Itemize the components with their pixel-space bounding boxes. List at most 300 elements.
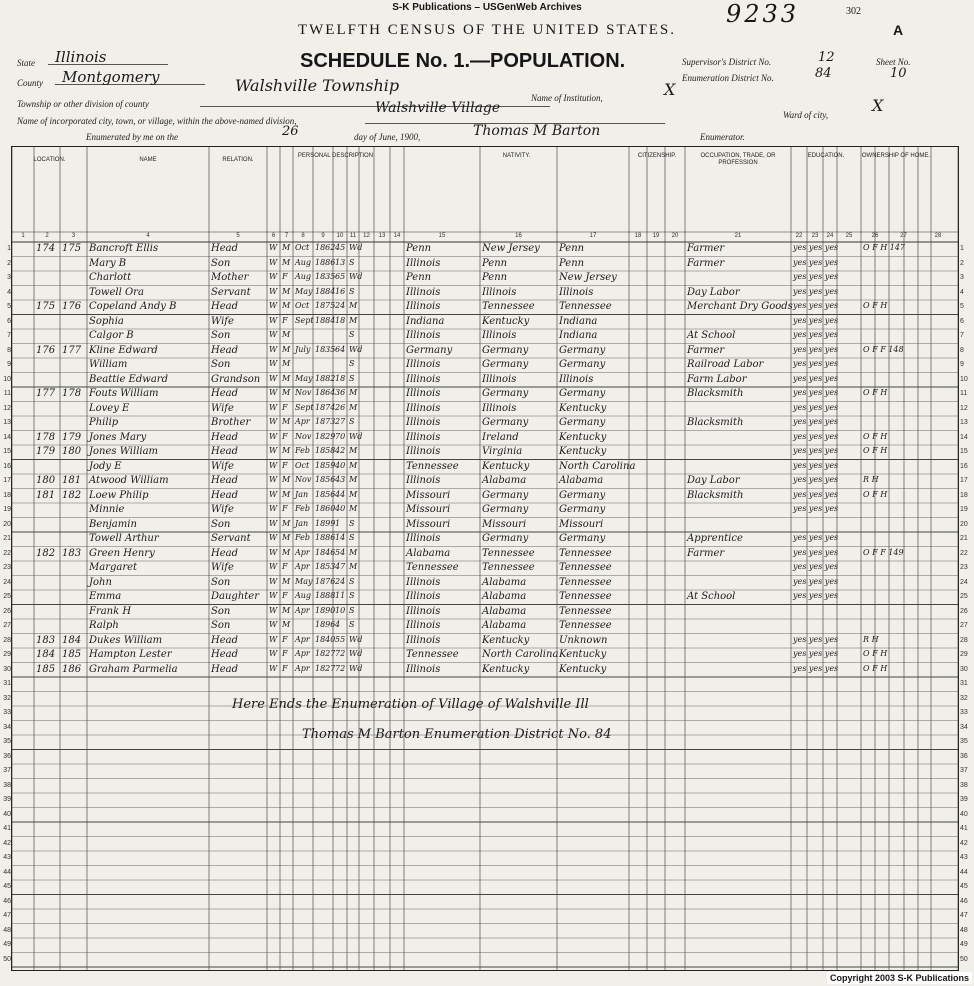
cell-age: 40	[335, 460, 346, 470]
cell-home: R H	[863, 634, 879, 644]
cell-month: Apr	[295, 605, 310, 615]
cell-color: W	[269, 431, 278, 441]
cell-relation: Head	[211, 344, 239, 356]
line-number-right: 50	[960, 955, 968, 963]
cell-year: 1875	[315, 301, 336, 310]
cell-month: Jan	[295, 489, 309, 499]
cell-name: Dukes William	[89, 634, 163, 646]
cell-sex: M	[282, 330, 291, 339]
table-row	[7, 344, 964, 359]
cell-color: W	[269, 591, 278, 600]
cell-age: 16	[335, 286, 346, 296]
table-row	[7, 315, 964, 330]
table-row	[3, 605, 968, 620]
cell-color: W	[269, 373, 278, 383]
cell-dwelling: 182	[36, 547, 56, 559]
cell-color: W	[269, 344, 278, 354]
cell-year: 1856	[315, 489, 336, 499]
table-row	[3, 547, 968, 562]
cell-mother: Penn	[559, 257, 585, 269]
cell-sex: M	[282, 373, 291, 383]
cell-birth: Penn	[406, 272, 432, 283]
group-occupation: OCCUPATION, TRADE, OR PROFESSION	[700, 153, 776, 166]
cell-relation: Head	[211, 301, 239, 312]
line-number-right: 11	[960, 390, 968, 397]
cell-color: W	[269, 286, 278, 296]
cell-sex: M	[282, 243, 291, 252]
cell-color: W	[269, 620, 278, 629]
cell-color: W	[269, 257, 278, 267]
cell-marital: S	[349, 533, 355, 542]
cell-year: 1873	[315, 417, 336, 426]
table-row	[3, 460, 968, 475]
cell-father: Germany	[482, 388, 529, 399]
cell-sex: F	[282, 460, 288, 470]
column-number: 9	[321, 233, 325, 239]
cell-name: Loew Philip	[89, 489, 149, 501]
cell-month: Oct	[295, 243, 310, 252]
cell-relation: Head	[211, 489, 239, 501]
cell-mother: Germany	[559, 533, 606, 544]
cell-dwelling: 174	[36, 243, 56, 254]
line-number: 8	[7, 346, 11, 354]
table-row	[3, 663, 968, 678]
cell-sex: M	[282, 620, 291, 629]
copyright-notice: Copyright 2003 S-K Publications	[827, 972, 972, 984]
cell-occupation: Blacksmith	[687, 489, 744, 501]
cell-occupation: Merchant Dry Goods	[687, 301, 793, 312]
cell-relation: Daughter	[211, 591, 259, 602]
cell-father: Tennessee	[482, 301, 535, 312]
cell-father: Ireland	[482, 431, 519, 443]
cell-name: Jones Mary	[89, 431, 147, 443]
line-number: 48	[3, 926, 11, 934]
cell-marital: M	[349, 475, 358, 484]
cell-edu: yes yes yes	[793, 373, 839, 383]
column-number: 18	[634, 233, 642, 239]
table-row	[7, 300, 964, 315]
line-number-right: 26	[960, 607, 968, 615]
cell-year: 1886	[315, 533, 336, 542]
cell-age: 27	[335, 417, 346, 426]
cell-relation: Grandson	[211, 373, 261, 385]
cell-mother: Tennessee	[559, 547, 612, 559]
cell-month: Apr	[295, 634, 310, 644]
cell-father: Alabama	[482, 475, 527, 486]
cell-month: Oct	[295, 301, 310, 310]
cell-dwelling: 178	[36, 431, 56, 443]
cell-color: W	[269, 359, 278, 368]
table-row	[3, 561, 968, 576]
cell-relation: Son	[211, 257, 231, 269]
cell-relation: Wife	[211, 460, 234, 472]
cell-edu: yes yes yes	[793, 330, 839, 339]
line-number-right: 19	[960, 506, 968, 513]
line-number: 24	[3, 578, 11, 586]
cell-edu: yes yes yes	[793, 547, 839, 557]
cell-color: W	[269, 475, 278, 484]
line-number: 33	[3, 709, 11, 716]
line-number: 1	[7, 245, 11, 252]
line-number-right: 8	[960, 346, 964, 354]
cell-age: 4	[335, 620, 341, 629]
cell-age: 54	[335, 547, 346, 557]
line-number: 42	[3, 839, 11, 847]
cell-edu: yes yes yes	[793, 272, 839, 281]
cell-year: 1856	[315, 475, 336, 484]
line-number: 36	[3, 752, 11, 760]
table-row	[7, 271, 964, 286]
cell-home: O F H	[863, 301, 888, 310]
closing-note-1: Here Ends the Enumeration of Village of Walshville Ill	[232, 697, 589, 712]
cell-marital: S	[349, 605, 355, 615]
cell-mother: Tennessee	[559, 605, 612, 617]
cell-birth: Illinois	[406, 301, 441, 312]
cell-sex: M	[282, 359, 291, 368]
city-label: Name of incorporated city, town, or village, within the above-named division,	[17, 116, 297, 126]
cell-color: W	[269, 562, 278, 571]
cell-marital: S	[349, 591, 355, 600]
line-number: 43	[3, 854, 11, 861]
cell-mother: Missouri	[559, 518, 604, 530]
cell-sex: F	[282, 634, 288, 644]
cell-home: O F H	[863, 388, 888, 397]
cell-name: Jody E	[89, 460, 122, 472]
cell-relation: Son	[211, 605, 231, 617]
cell-edu: yes yes yes	[793, 504, 839, 513]
cell-family: 180	[62, 446, 82, 457]
table-row	[3, 445, 968, 460]
table-row	[3, 431, 968, 446]
corner-letter: A	[893, 22, 904, 38]
cell-relation: Wife	[211, 562, 234, 573]
cell-occupation: Day Labor	[687, 286, 740, 298]
cell-color: W	[269, 605, 278, 615]
cell-age: 10	[335, 605, 346, 615]
cell-birth: Illinois	[406, 373, 441, 385]
cell-year: 1874	[315, 402, 336, 412]
table-row	[3, 489, 968, 504]
cell-edu: yes yes yes	[793, 634, 839, 644]
cell-year: 1846	[315, 547, 336, 557]
line-number: 3	[7, 274, 11, 281]
cell-sex: M	[282, 257, 291, 267]
cell-birth: Tennessee	[406, 460, 459, 472]
line-number: 7	[7, 332, 11, 339]
cell-edu: yes yes yes	[793, 649, 839, 658]
cell-edu: yes yes yes	[793, 315, 839, 325]
cell-father: Alabama	[482, 605, 527, 617]
cell-age: 36	[335, 388, 346, 397]
cell-name: Frank H	[89, 605, 132, 617]
line-number: 31	[3, 680, 11, 687]
table-row	[3, 402, 968, 417]
cell-edu: yes yes yes	[793, 562, 839, 571]
cell-year: 1858	[315, 446, 336, 455]
census-title: TWELFTH CENSUS OF THE UNITED STATES.	[297, 22, 677, 38]
cell-age: 14	[335, 533, 346, 542]
cell-mother: Kentucky	[559, 431, 607, 443]
cell-year: 1882	[315, 373, 336, 383]
cell-name: Fouts William	[89, 388, 159, 399]
cell-year: 1896	[315, 620, 336, 629]
line-number-right: 5	[960, 303, 964, 310]
cell-dwelling: 183	[36, 634, 56, 646]
cell-dwelling: 179	[36, 446, 56, 457]
cell-age: 55	[335, 634, 346, 644]
cell-birth: Illinois	[406, 431, 441, 443]
cell-father: Tennessee	[482, 562, 535, 573]
cell-sex: M	[282, 605, 291, 615]
cell-age: 45	[335, 243, 346, 252]
cell-birth: Illinois	[406, 634, 441, 646]
cell-marital: S	[349, 330, 355, 339]
cell-color: W	[269, 533, 278, 542]
cell-mother: Germany	[559, 388, 606, 399]
cell-home: O F F 149	[863, 547, 904, 557]
cell-birth: Tennessee	[406, 562, 459, 573]
cell-year: 1864	[315, 388, 336, 397]
column-number: 16	[515, 233, 522, 239]
cell-mother: Tennessee	[559, 301, 612, 312]
column-number: 8	[301, 233, 305, 239]
cell-year: 1884	[315, 315, 336, 325]
cell-year: 1829	[315, 431, 336, 441]
cell-age: 18	[335, 373, 346, 383]
cell-mother: North Carolina	[559, 460, 636, 472]
cell-mother: Tennessee	[559, 591, 612, 602]
cell-mother: Indiana	[559, 330, 598, 341]
line-number: 30	[3, 665, 11, 673]
sheet-value: 10	[890, 66, 907, 81]
cell-mother: Kentucky	[559, 649, 607, 660]
cell-sex: F	[282, 591, 288, 600]
cell-sex: M	[282, 547, 291, 557]
cell-month: Sept	[295, 315, 314, 325]
cell-month: July	[295, 344, 311, 354]
table-row	[3, 576, 968, 591]
cell-edu: yes yes yes	[793, 257, 839, 267]
line-number: 45	[3, 883, 11, 890]
line-number-right: 13	[960, 419, 968, 426]
sheet-label: Sheet No.	[876, 57, 911, 67]
cell-sex: F	[282, 402, 288, 412]
line-number: 15	[3, 448, 11, 455]
cell-mother: Indiana	[559, 315, 598, 327]
cell-marital: Wd	[349, 272, 363, 281]
line-number: 4	[7, 288, 11, 296]
supervisor-value: 12	[818, 50, 835, 65]
cell-color: W	[269, 663, 278, 673]
line-number: 40	[3, 810, 11, 818]
census-table	[3, 146, 968, 971]
enumerated-day: 26	[282, 124, 299, 139]
column-number: 17	[589, 233, 597, 239]
cell-name: Ralph	[89, 620, 119, 631]
line-number-right: 41	[960, 825, 968, 832]
cell-age: 64	[335, 344, 346, 354]
table-row	[3, 474, 968, 489]
table-row	[7, 286, 964, 301]
cell-color: W	[269, 402, 278, 412]
enumerator-name: Thomas M Barton	[473, 123, 601, 139]
state-label: State	[17, 58, 35, 68]
cell-family: 177	[62, 344, 82, 356]
cell-home: O F H	[863, 431, 888, 441]
line-number: 34	[3, 723, 11, 731]
cell-father: North Carolina	[482, 649, 559, 660]
publisher-banner: S-K Publications – USGenWeb Archives	[392, 2, 582, 13]
county-value: Montgomery	[62, 68, 160, 86]
group-location: LOCATION.	[33, 157, 66, 163]
cell-name: Beattie Edward	[89, 373, 168, 385]
cell-family: 181	[62, 475, 82, 486]
cell-father: New Jersey	[482, 243, 540, 254]
cell-sex: F	[282, 562, 288, 571]
cell-birth: Tennessee	[406, 649, 459, 660]
cell-occupation: Farmer	[687, 257, 725, 269]
cell-home: O F F 148	[863, 344, 904, 354]
line-number-right: 42	[960, 839, 968, 847]
line-number-right: 24	[960, 578, 968, 586]
column-number: 19	[652, 233, 660, 239]
table-row	[7, 242, 964, 257]
cell-name: Philip	[89, 417, 119, 428]
township-label: Township or other division of county	[17, 99, 149, 109]
cell-marital: S	[349, 286, 355, 296]
line-number-right: 2	[960, 259, 964, 267]
line-number-right: 18	[960, 491, 968, 499]
cell-mother: Germany	[559, 344, 606, 356]
line-number-right: 34	[960, 723, 968, 731]
institution-label: Name of Institution,	[531, 93, 603, 103]
cell-birth: Illinois	[406, 388, 441, 399]
cell-home: O F H	[863, 663, 888, 673]
cell-color: W	[269, 547, 278, 557]
cell-sex: M	[282, 344, 291, 354]
line-number-right: 4	[960, 288, 964, 296]
cell-year: 1827	[315, 649, 336, 658]
cell-marital: M	[349, 460, 358, 470]
cell-father: Germany	[482, 359, 529, 370]
cell-father: Germany	[482, 504, 529, 515]
column-number: 4	[146, 233, 150, 239]
cell-relation: Servant	[211, 533, 251, 544]
column-number: 1	[21, 233, 25, 239]
cell-mother: Tennessee	[559, 620, 612, 631]
cell-relation: Head	[211, 446, 239, 457]
cell-birth: Illinois	[406, 286, 441, 298]
line-number-right: 38	[960, 781, 968, 789]
cell-name: Towell Ora	[89, 286, 144, 298]
cell-birth: Penn	[406, 243, 432, 254]
cell-edu: yes yes yes	[793, 243, 839, 252]
cell-sex: F	[282, 315, 288, 325]
cell-relation: Head	[211, 431, 239, 443]
line-number: 29	[3, 651, 11, 658]
group-citizenship: CITIZENSHIP.	[637, 153, 677, 159]
cell-name: William	[89, 359, 128, 370]
cell-father: Alabama	[482, 576, 527, 588]
line-number-right: 9	[960, 361, 964, 368]
cell-marital: S	[349, 417, 355, 426]
cell-edu: yes yes yes	[793, 460, 839, 470]
line-number-right: 21	[960, 535, 968, 542]
cell-name: Kline Edward	[89, 344, 158, 356]
cell-name: Atwood William	[89, 475, 169, 486]
line-number-right: 45	[960, 883, 968, 890]
column-number: 28	[934, 233, 942, 239]
line-number: 2	[7, 259, 11, 267]
cell-color: W	[269, 446, 278, 455]
line-number-right: 31	[960, 680, 968, 687]
cell-birth: Illinois	[406, 446, 441, 457]
cell-age: 42	[335, 446, 346, 455]
line-number: 39	[3, 796, 11, 803]
stamp-small: 302	[846, 6, 861, 17]
cell-marital: M	[349, 388, 358, 397]
line-number: 14	[3, 433, 11, 441]
line-number-right: 6	[960, 317, 964, 325]
cell-month: Apr	[295, 417, 310, 426]
cell-marital: M	[349, 446, 358, 455]
line-number: 41	[3, 825, 11, 832]
cell-edu: yes yes yes	[793, 533, 839, 542]
cell-birth: Illinois	[406, 257, 441, 269]
cell-age: 65	[335, 272, 346, 281]
cell-month: Sept	[295, 402, 314, 412]
line-number-right: 22	[960, 549, 968, 557]
cell-birth: Missouri	[406, 489, 451, 501]
line-number-right: 15	[960, 448, 968, 455]
institution-value: X	[664, 80, 676, 99]
cell-family: 184	[62, 634, 82, 646]
cell-mother: New Jersey	[559, 272, 617, 283]
cell-month: Feb	[295, 504, 310, 513]
cell-relation: Head	[211, 388, 239, 399]
cell-dwelling: 176	[36, 344, 56, 356]
cell-year: 1884	[315, 286, 336, 296]
cell-name: John	[89, 576, 112, 588]
line-number: 49	[3, 941, 11, 948]
cell-family: 185	[62, 649, 82, 660]
line-number-right: 1	[960, 245, 964, 252]
schedule-title: SCHEDULE No. 1.—POPULATION.	[300, 50, 626, 72]
cell-birth: Illinois	[406, 417, 441, 428]
line-number: 18	[3, 491, 11, 499]
line-number: 23	[3, 564, 11, 571]
cell-mother: Unknown	[559, 634, 608, 646]
cell-father: Kentucky	[482, 663, 530, 675]
cell-color: W	[269, 301, 278, 310]
state-value: Illinois	[55, 48, 107, 66]
cell-birth: Illinois	[406, 402, 441, 414]
cell-father: Illinois	[482, 373, 517, 385]
line-number: 19	[3, 506, 11, 513]
cell-name: Charlott	[89, 272, 132, 283]
cell-sex: M	[282, 301, 291, 310]
cell-age: 44	[335, 489, 346, 499]
line-number: 50	[3, 955, 11, 963]
cell-mother: Tennessee	[559, 576, 612, 588]
cell-family: 179	[62, 431, 82, 443]
cell-occupation: At School	[687, 591, 736, 602]
group-ownership: OWNERSHIP OF HOME.	[861, 153, 931, 159]
cell-dwelling: 175	[36, 301, 56, 312]
cell-name: Graham Parmelia	[89, 663, 178, 675]
cell-relation: Son	[211, 518, 231, 530]
cell-marital: S	[349, 518, 355, 528]
